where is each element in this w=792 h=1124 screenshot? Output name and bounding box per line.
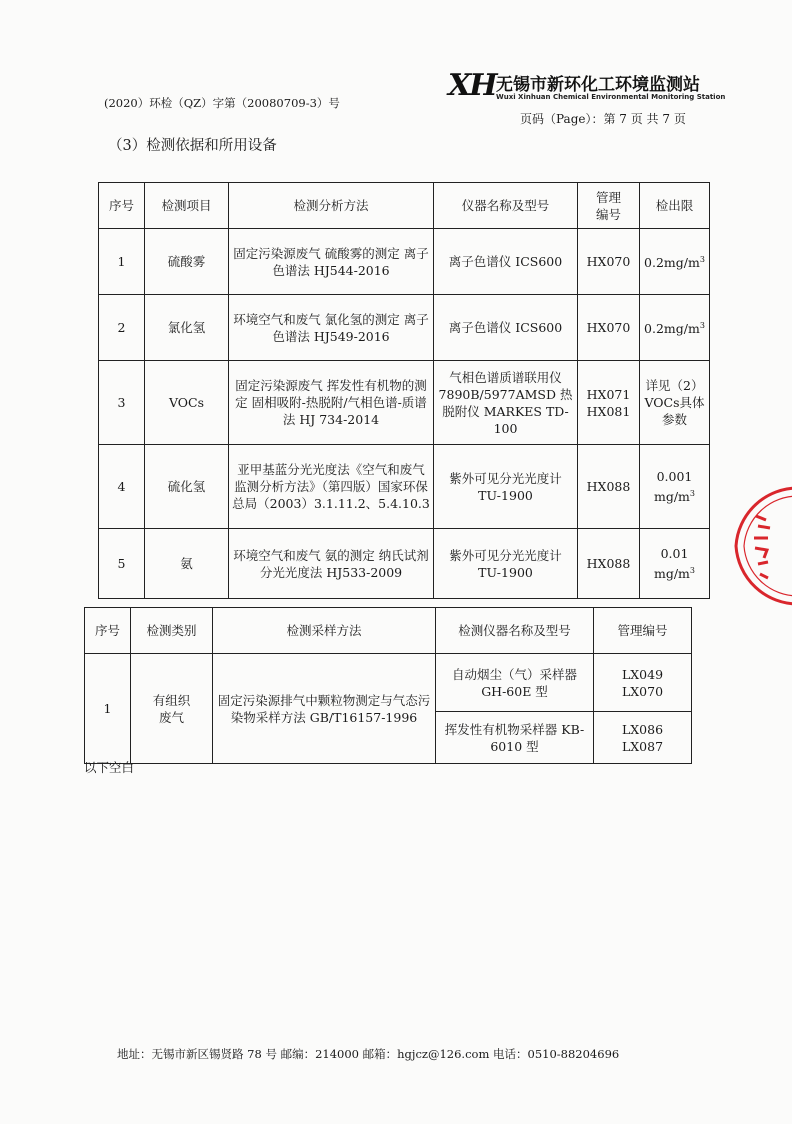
row-limit: $0.2mg/m^3$ bbox=[640, 229, 710, 295]
header-cell: 仪器名称及型号 bbox=[434, 183, 578, 229]
row-code: HX070 bbox=[578, 229, 640, 295]
report-number: (2020）环检（QZ）字第（20080709-3）号 bbox=[104, 96, 340, 110]
header-cell: 序号 bbox=[99, 183, 145, 229]
table-header-row bbox=[85, 608, 692, 654]
section-title: （3）检测依据和所用设备 bbox=[108, 138, 277, 154]
row-item: 氨 bbox=[145, 529, 229, 599]
table-row bbox=[99, 361, 710, 445]
org-logo bbox=[448, 68, 726, 106]
row-method: 亚甲基蓝分光光度法《空气和废气监测分析方法》（第四版）国家环保总局（2003）3.1.11.2、5.4.10.3 bbox=[229, 445, 434, 529]
row-no: 2 bbox=[99, 295, 145, 361]
row-no: 1 bbox=[99, 229, 145, 295]
row-code: LX049 LX070 bbox=[594, 654, 692, 712]
row-instrument: 紫外可见分光光度计 TU-1900 bbox=[434, 445, 578, 529]
header-cell: 管理编号 bbox=[594, 608, 692, 654]
row-method: 固定污染源排气中颗粒物测定与气态污染物采样方法 GB/T16157-1996 bbox=[213, 654, 436, 764]
row-instrument: 挥发性有机物采样器 KB-6010 型 bbox=[436, 712, 594, 764]
row-method: 固定污染源废气 挥发性有机物的测定 固相吸附-热脱附/气相色谱-质谱法 HJ 734-2014 bbox=[229, 361, 434, 445]
row-instrument: 离子色谱仪 ICS600 bbox=[434, 229, 578, 295]
header-cell: 检测采样方法 bbox=[213, 608, 436, 654]
row-code: HX088 bbox=[578, 529, 640, 599]
row-limit: 0.01 $mg/m^3$ bbox=[640, 529, 710, 599]
row-no: 4 bbox=[99, 445, 145, 529]
header-cell: 序号 bbox=[85, 608, 131, 654]
row-limit: 详见（2）VOCs具体参数 bbox=[640, 361, 710, 445]
row-method: 环境空气和废气 氯化氢的测定 离子色谱法 HJ549-2016 bbox=[229, 295, 434, 361]
footer-contact: 地址：无锡市新区锡贤路 78 号 邮编：214000 邮箱：hgjcz@126.com 电话：0510-88204696 bbox=[117, 1047, 620, 1061]
row-code: LX086 LX087 bbox=[594, 712, 692, 764]
header-cell: 检测仪器名称及型号 bbox=[436, 608, 594, 654]
row-instrument: 离子色谱仪 ICS600 bbox=[434, 295, 578, 361]
row-no: 5 bbox=[99, 529, 145, 599]
header-cell: 检出限 bbox=[640, 183, 710, 229]
logo-mark: XH bbox=[448, 68, 496, 103]
row-code: HX070 bbox=[578, 295, 640, 361]
row-limit: 0.001 $mg/m^3$ bbox=[640, 445, 710, 529]
row-item: 硫化氢 bbox=[145, 445, 229, 529]
row-item: 硫酸雾 bbox=[145, 229, 229, 295]
row-method: 固定污染源废气 硫酸雾的测定 离子色谱法 HJ544-2016 bbox=[229, 229, 434, 295]
row-code: HX071 HX081 bbox=[578, 361, 640, 445]
row-item: 氯化氢 bbox=[145, 295, 229, 361]
table-row bbox=[99, 295, 710, 361]
row-no: 3 bbox=[99, 361, 145, 445]
methods-equipment-table bbox=[98, 182, 710, 599]
table-row bbox=[99, 529, 710, 599]
header-cell: 管理编号 bbox=[578, 183, 640, 229]
header-cell: 检测类别 bbox=[131, 608, 213, 654]
header-cell: 检测项目 bbox=[145, 183, 229, 229]
table-header-row bbox=[99, 183, 710, 229]
row-code: HX088 bbox=[578, 445, 640, 529]
seal-stamp-icon bbox=[728, 482, 792, 610]
org-name-en: Wuxi Xinhuan Chemical Environmental Monitoring Station bbox=[496, 93, 726, 101]
table-row bbox=[85, 654, 692, 712]
row-no: 1 bbox=[85, 654, 131, 764]
row-method: 环境空气和废气 氨的测定 纳氏试剂分光光度法 HJ533-2009 bbox=[229, 529, 434, 599]
row-category: 有组织废气 bbox=[131, 654, 213, 764]
org-name-cn: 无锡市新环化工环境监测站 bbox=[496, 75, 700, 95]
blank-below-note: 以下空白 bbox=[84, 760, 135, 775]
page-info: 页码（Page）：第 7 页 共 7 页 bbox=[520, 112, 686, 126]
table-row bbox=[99, 445, 710, 529]
row-item: VOCs bbox=[145, 361, 229, 445]
row-limit: $0.2mg/m^3$ bbox=[640, 295, 710, 361]
row-instrument: 自动烟尘（气）采样器 GH-60E 型 bbox=[436, 654, 594, 712]
row-instrument: 紫外可见分光光度计 TU-1900 bbox=[434, 529, 578, 599]
row-instrument: 气相色谱质谱联用仪 7890B/5977AMSD 热脱附仪 MARKES TD-100 bbox=[434, 361, 578, 445]
table-row bbox=[99, 229, 710, 295]
header-cell: 检测分析方法 bbox=[229, 183, 434, 229]
sampling-table bbox=[84, 607, 692, 764]
